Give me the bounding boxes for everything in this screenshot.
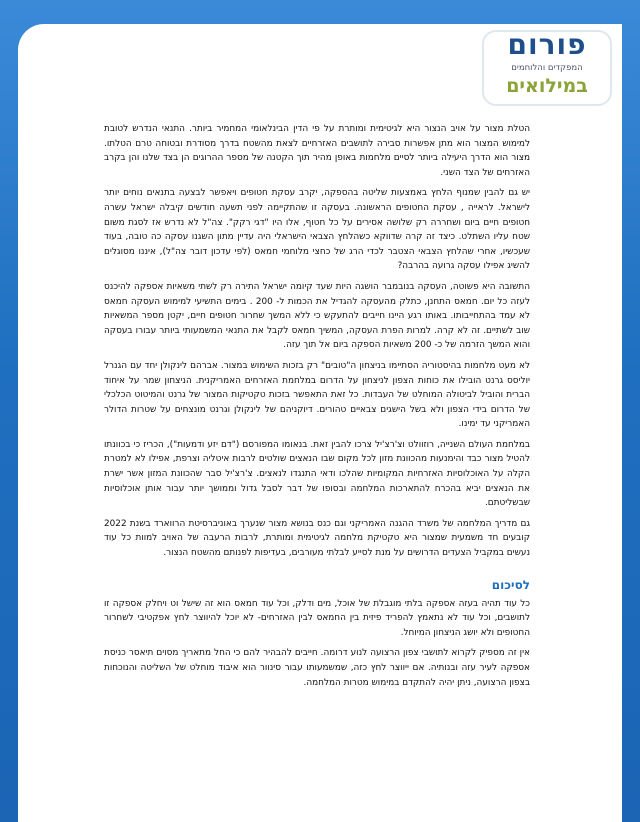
- paragraph: במלחמת העולם השנייה, רוזוולט וצ'רצ'יל צרכו להבין זאת. בנאומו המפורסם ("דם יזע ודמעות"), הכריז כי בכוונתו להטיל מצור כבד והימנעות מהכוונת מזון לכל מקום שבו הנאצים שולטים לרבות איטליה וצרפת, אפילו לא למטרת הקלה על האוכלוסיות האזרחיות המקומיות שהלכו ודאי התנגדו לנאצים. צ'רצ'יל סבר שהכוונת המזון אשר ישרת את הנאצים יביא בהכרח להתארכות המלחמה ובסופו של דבר לסבל גדול וממושך יותר עבור אותן אוכלוסיות שבשליטתם.: [104, 439, 530, 509]
- summary-paragraph: אין זה מספיק לקרוא לתושבי צפון הרצועה לנוע דרומה. חייבים להבהיר להם כי החל מתאריך מסוים תיאסר כניסת אספקה לעיר עזה ובנותיה. אם ייווצר לחץ כזה, שמשמעותו עבור סינוור הוא איבוד מוחלט של השליטה והנוכחות בצפון הרצועה, ניתן יהיה להתקדם במימוש מטרות המלחמה.: [104, 648, 530, 688]
- paragraph: הטלת מצור על אויב הנצור היא לגיטימית ומותרת על פי הדין הבינלאומי המחמיר ביותר. התנאי הנדרש לטובת למימוש המצור הוא מתן אפשרות סבירה לתושבים האזרחיים לצאת מהשטח בדרך מסודרת ובטוחה טרם הטלתו. מצור הוא הדרך היעילה ביותר לסיים מלחמות באופן מהיר תוך הקטנה של מספר ההרוגים הן בצד שלנו והן בקרב האזרחים של הצד השני.: [104, 124, 530, 178]
- forum-logo: [476, 24, 622, 112]
- summary-heading: לסיכום: [491, 577, 530, 592]
- paragraph: גם מדריך המלחמה של משרד ההגנה האמריקני וגם כנס בנושא מצור שנערך באוניברסיטת הרווארד בשנת 2022 קובעים חד משמעית שמצור היא טקטיקת מלחמה לגיטימית ומותרת, לרבות הרעבה של האויב למוות כל עוד נעשים במקביל הצעדים הדרושים על מנת לסייע לבלתי מעורבים, בעדיפות לפנותם מהשטח הנצור.: [104, 518, 530, 559]
- article-body: [104, 122, 530, 696]
- paragraph: לא מעט מלחמות בהיסטוריה הסתיימו בניצחון ה"טובים" רק בזכות השימוש במצור. אברהם לינקולן יחד עם הגנרל יוליסס גרנט הובילו את כוחות הצפון לניצחון על הדרום במלחמת האזרחים האמריקנית. הניצחון שמר על איחוד הברית והוביל לביטולה המוחלט של העבדות. כל זאת התאפשר בזכות טקטיקות המצור של גרנט והמיטוט הכלכלי של הדרום בידי הצפון ולא בשל הישגים צבאיים טהורים. דיוקניהם של לינקולן וגרנט מונצחים על שטרות הדולר האמריקני עד ימינו.: [104, 360, 530, 430]
- logo-subtitle: המפקדים והלוחמים: [511, 63, 583, 73]
- paragraph: יש גם להבין שמנוף הלחץ באמצעות שליטה בהספקה, יקרב עסקת חטופים ויאפשר לבצעה בתנאים נוחים יותר לישראל. לראייה , עסקת החטופים הראשונה. בעסקה זו שהתקיימה לפני תשעה חודשים קיבלה ישראל עשרה חטופים חיים ביום ושחררה רק שלושה אסירים על כל חטוף, אלו היו "דגי רקק". צה"ל לא נדרש אז לסגת משום שטח עליו השתלט. כיצד זה קרה שדווקא כשהלחץ הצבאי הישראלי היה עדיין מתון השגנו עסקה כה טובה, בעוד שעכשיו, אחרי שהלחץ הצבאי הצטבר לכדי הרג של כחצי מלוחמי חמאס (לפי עדכון דובר צה"ל), איננו מסוגלים להשיג אפילו עסקה גרועה בהרבה?: [104, 188, 530, 272]
- logo-tagline: במילואים: [506, 75, 588, 97]
- logo-title: פורום: [507, 28, 587, 61]
- paragraph: התשובה היא פשוטה, העסקה בנובמבר הושגה היות שעד קיומה ישראל התירה רק לשתי משאיות אספקה להיכנס לעזה כל יום. חמאס התחנן, כתלק מהעסקה להגדיל את הכמות ל- 200 . בימים התשיעי למימוש העסקה חמאס לא עמד בהתחייבותו. באותו רגע היינו חייבים להתעקש כי ללא המשך שחרור חטופים חיים, יקטן מספר המשאיות שוב לשתיים. זה לא קרה. למרות הפרת העסקה, המשיך חמאס לקבל את התנאי המשמעותי ביותר עבורו בעסקה והוא המשך הזרמה של כ- 200 משאיות הספקה ביום אל תוך עזה.: [104, 281, 530, 351]
- summary-paragraph: כל עוד תהיה בעזה אספקה בלתי מוגבלת של אוכל, מים ודלק, וכל עוד חמאס הוא זה שישל וט ויחלק אספקה זו לתושבים, וכל עוד לא נתאמץ להפריד פיזית בין החמאס לבין האזרחים- לא יוכל להיווצר לחץ אפקטיבי לשחרור החטופים ולא יושג הניצחון המיוחל.: [104, 598, 530, 638]
